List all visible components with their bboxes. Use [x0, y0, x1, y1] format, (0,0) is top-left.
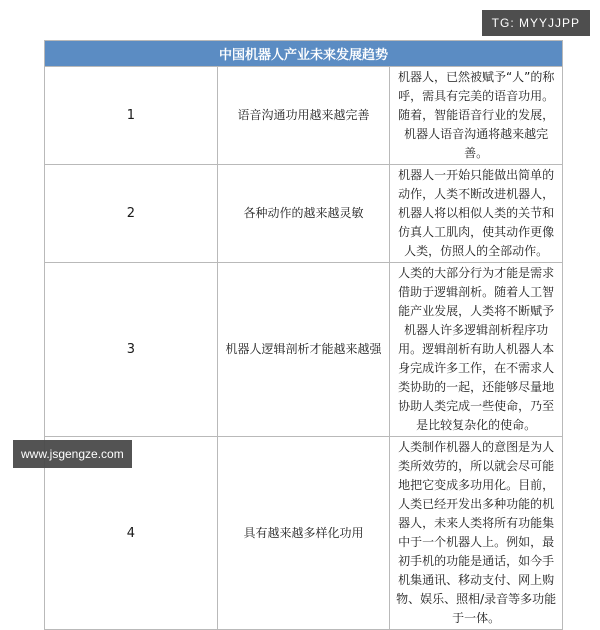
table-row	[45, 67, 563, 165]
row-number: 3	[45, 263, 218, 437]
trend-description: 人类的大部分行为才能是需求借助于逻辑剖析。随着人工智能产业发展，人类将不断赋予机器人许多逻辑剖析程序功用。逻辑剖析有助人机器人本身完成许多工作，在不需求人类协助的一起，还能够尽量地协助人类完成一些使命，乃至是比较复杂化的使命。	[390, 263, 563, 437]
trend-name: 各种动作的越来越灵敏	[217, 165, 390, 263]
website-watermark: www.jsgengze.com	[13, 440, 132, 468]
table-row	[45, 263, 563, 437]
table-row	[45, 165, 563, 263]
trend-name: 机器人逻辑剖析才能越来越强	[217, 263, 390, 437]
trend-name: 具有越来越多样化功用	[217, 437, 390, 630]
trend-description: 机器人一开始只能做出简单的动作，人类不断改进机器人，机器人将以相似人类的关节和仿真人工肌肉，使其动作更像人类，仿照人的全部动作。	[390, 165, 563, 263]
row-number: 1	[45, 67, 218, 165]
row-number: 2	[45, 165, 218, 263]
trend-description: 人类制作机器人的意图是为人类所效劳的，所以就会尽可能地把它变成多功用化。目前，人类已经开发出多种功能的机器人，未来人类将所有功能集中于一个机器人上。例如，最初手机的功能是通话，如今手机集通讯、移动支付、网上购物、娱乐、照相/录音等多功能于一体。	[390, 437, 563, 630]
telegram-watermark: TG: MYYJJPP	[482, 10, 590, 36]
trend-description: 机器人，已然被赋予“人”的称呼，需具有完美的语音功用。随着，智能语音行业的发展，机器人语音沟通将越来越完善。	[390, 67, 563, 165]
row-number: 4	[45, 437, 218, 630]
trend-table	[44, 40, 563, 630]
trend-name: 语音沟通功用越来越完善	[217, 67, 390, 165]
table-title: 中国机器人产业未来发展趋势	[45, 41, 563, 67]
